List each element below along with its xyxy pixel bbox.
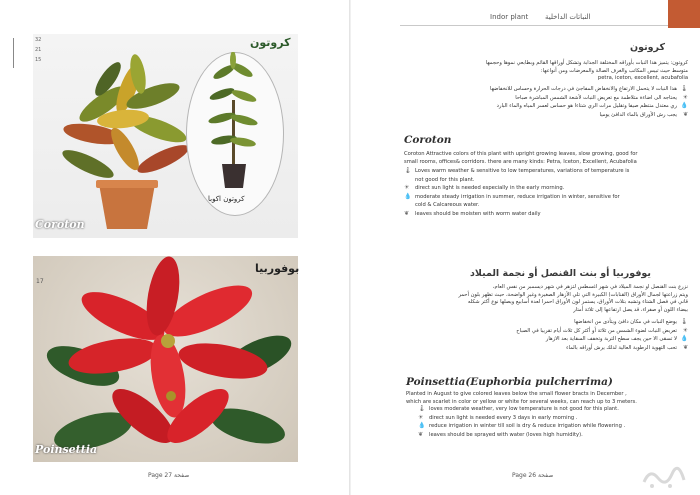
thermometer-icon: 🌡 — [680, 85, 688, 92]
poinsettia-desc-ar — [400, 284, 688, 315]
watermark-logo — [640, 462, 688, 490]
croton-caption-en: Coroton — [35, 218, 85, 231]
thermometer-icon: 🌡 — [418, 405, 426, 412]
poinsettia-photo — [33, 256, 298, 462]
poinsettia-ruler-tick: 17 — [36, 278, 44, 285]
text-line: نزرع بنت القنصل او نجمة الميلاد في شهر اغسطس لتزهر في شهر ديسمبر من نفس العام، — [492, 284, 688, 290]
water-drop-icon: 💧 — [404, 192, 412, 200]
croton-bullets-en — [404, 167, 692, 219]
poinsettia-title-ar: يوفوربيا أو بنت القنصل أو نجمة الميلاد — [470, 268, 651, 279]
leaf-icon: ❦ — [682, 110, 688, 118]
list-item: ❦ leaves should be sprayed with water (loves high humidity). — [418, 430, 583, 438]
list-item: ☀ direct sun light is needed every 3 days in early morning . — [418, 413, 578, 421]
sun-icon: ☀ — [418, 413, 424, 421]
text-line: كروتون: يتميز هذا النبات بأوراقه المختلفة الجذابة وتشكل أوراقها القائم وبطابعي نموها وحجمها — [485, 60, 688, 66]
leaf-icon: ❦ — [682, 343, 688, 351]
leaf-icon: ❦ — [404, 209, 410, 217]
list-item: 💧 ري معتدل منتظم صيفا وتقليل مرات الري شتاءا هو حساس لعسر المياه والماء البارد — [496, 102, 688, 110]
ruler-tick: 32 — [35, 37, 42, 43]
croton-desc-en — [404, 151, 692, 166]
sun-icon: ☀ — [682, 326, 688, 334]
text-line: petra, iceton, excellent, acubafolia — [597, 75, 688, 82]
list-item: 🌡 Loves warm weather & sensitive to low temperatures, variations of temperature is — [404, 167, 630, 174]
header-accent-box — [668, 0, 700, 28]
text-line: ويتم زراعتها لجمال الأوراق (القنابات) الكبيرة التي تلي الأزهار الصغيرة وغير الواضحة، حيث تظهر بلون أحمر — [458, 291, 688, 298]
list-item: 💧 moderate steady irrigation in summer, reduce irrigation in winter, sensitive for — [404, 192, 620, 200]
poinsettia-illustration — [33, 256, 298, 462]
book-spine — [349, 0, 351, 495]
leaf-icon: ❦ — [418, 430, 424, 438]
croton-title-en: Coroton — [404, 134, 452, 146]
text-line: Coroton Attractive colors of this plant with upright growing leaves, slow growing, good for — [404, 151, 638, 157]
header-title-ar: النباتات الداخلية — [545, 13, 591, 21]
poinsettia-caption-en: Poinsettia — [35, 443, 98, 456]
croton-bullets-ar — [400, 85, 688, 119]
croton-acuba-plant — [186, 52, 282, 214]
croton-acuba-caption-ar: كروتون اكوبا — [208, 195, 245, 203]
list-item: ❦ يجب رش الأوراق بالماء الدافئ يوميا — [599, 110, 688, 118]
list-item: ☀ direct sun light is needed especially in the early morning. — [404, 184, 565, 192]
page-number-left: Page 27 صفحة — [148, 472, 190, 479]
poinsettia-bullets-ar — [400, 318, 688, 352]
ruler-line — [13, 38, 14, 68]
text-line: قاني في فصل الشتاء وتشبه بتلات الأوراق، يستمر لون الأوراق احمرا لعدة أسابيع ويصلها نوع أكثر شكله — [467, 299, 688, 306]
list-item: 🌡 loves moderate weather, very low temperature is not good for this plant. — [418, 405, 619, 412]
page-number-right: Page 26 صفحة — [512, 472, 554, 479]
water-drop-icon: 💧 — [418, 422, 426, 430]
list-item: 💧 reduce irrigation in winter till soil is dry & reduce irrigation while flowering . — [418, 422, 626, 430]
list-item: 🌡 يوضع النبات في مكان دافئ ويتأذى من انخفاضها — [574, 318, 688, 325]
croton-caption-ar: كروتون — [250, 36, 291, 49]
watermark-mark — [640, 462, 688, 490]
poinsettia-caption-ar: بوفوربيا — [255, 262, 300, 275]
text-line: متوسط حيث تبيس المكاتب والغرف الصالة والمعرضات ومن أنواعها: — [540, 67, 688, 74]
poinsettia-title-en: Poinsettia(Euphorbia pulcherrima) — [406, 376, 613, 388]
sun-icon: ☀ — [682, 93, 688, 101]
thermometer-icon: 🌡 — [404, 167, 412, 174]
poinsettia-bullets-en — [418, 405, 694, 439]
text-line: which are scarlet in color or yellow or white for several weeks, can reach up to 3 meters. — [406, 398, 637, 405]
list-item: cold & Calcareous water. — [415, 202, 480, 209]
ruler-tick: 15 — [35, 57, 42, 63]
croton-ruler — [33, 34, 49, 74]
header-title-en: Indor plant — [490, 13, 529, 21]
list-item: 🌡 هذا النبات لا يتحمل الارتفاع والانخفاض المفاجئ في درجات الحرارة وحساس للانخفاضها — [490, 85, 688, 92]
text-line: small rooms, offices& corridors. there are many kinds: Petra, Iceton, Excellent, Acubafolia — [404, 158, 637, 165]
list-item: ❦ leaves should be moisten with worm water daily — [404, 209, 541, 217]
water-drop-icon: 💧 — [680, 335, 688, 343]
list-item: ☀ يحتاجه الى اضاءة متلاطمة مع تعريض النبات لأشعة الشمس المباشرة صباحا — [515, 93, 688, 101]
sun-icon: ☀ — [404, 184, 410, 192]
ruler-tick: 21 — [35, 47, 42, 53]
croton-desc-ar — [400, 60, 688, 83]
list-item: 💧 لا تسقى الا حين يجف سطح التربة وتخفف السقاية بعد الازهار — [545, 335, 688, 343]
croton-title-ar: كروتون — [630, 42, 665, 53]
list-item: ☀ تعريض النبات لضوء الشمس من ثلاثة أو أكثر كل ثلاث أيام تقريبا في الصباح — [516, 326, 688, 334]
list-item: not good for this plant. — [415, 176, 475, 183]
header-rule — [400, 25, 668, 26]
text-line: Planted in August to give colored leaves below the small flower bracts in December , — [406, 391, 627, 397]
text-line: بيضاء اللون أو صفراء، قد يصل ارتفاعها إلى ثلاثة أمتار — [573, 307, 688, 314]
list-item: ❦ تحب التهوية الرطوبة العالية لذلك يرش أوراقه بالماء — [566, 343, 688, 351]
thermometer-icon: 🌡 — [680, 318, 688, 325]
water-drop-icon: 💧 — [680, 102, 688, 110]
